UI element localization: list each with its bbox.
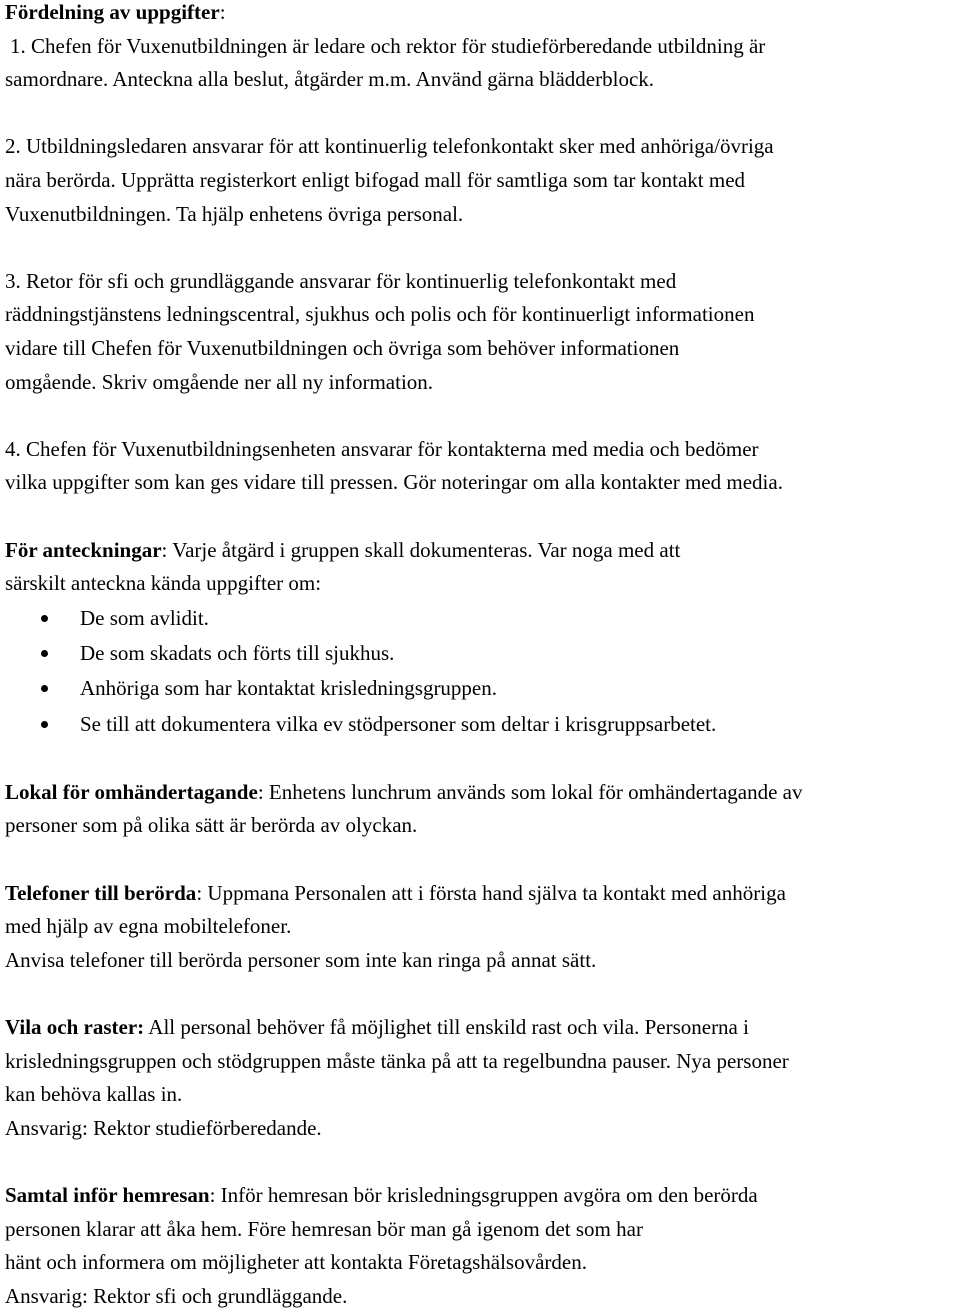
spacer <box>5 97 956 131</box>
spacer <box>5 231 956 265</box>
phones-text-1: : Uppmana Personalen att i första hand själva ta kontakt med anhöriga <box>196 880 786 905</box>
rest-text-1: All personal behöver få möjlighet till enskild rast och vila. Personerna i <box>144 1015 749 1039</box>
bullet-icon <box>41 721 48 728</box>
list-item <box>5 601 956 636</box>
spacer <box>5 1145 956 1179</box>
rest-label: Vila och raster: <box>5 1015 145 1039</box>
rest-line-2: krisledningsgruppen och stödgruppen måste tänka på att ta regelbundna pauser. Nya personer <box>5 1048 789 1073</box>
homeward-line-4: Ansvarig: Rektor sfi och grundläggande. <box>5 1283 348 1308</box>
task-2-line-2: nära berörda. Upprätta registerkort enligt bifogad mall för samtliga som tar kontakt med <box>5 167 746 192</box>
task-distribution-title: Fördelning av uppgifter <box>5 0 220 24</box>
notes-label: För anteckningar <box>5 537 162 562</box>
spacer <box>5 500 956 534</box>
task-1-line-2: samordnare. Anteckna alla beslut, åtgärder m.m. Använd gärna blädderblock. <box>5 67 655 92</box>
bullet-icon <box>41 685 48 692</box>
task-3-line-3: vidare till Chefen för Vuxenutbildningen och övriga som behöver informationen <box>5 335 680 360</box>
spacer <box>5 742 956 776</box>
notes-text-1: : Varje åtgärd i gruppen skall dokumenteras. Var noga med att <box>161 537 681 562</box>
homeward-line-2: personen klarar att åka hem. Före hemresan bör man gå igenom det som har <box>5 1216 643 1241</box>
bullet-icon <box>41 615 48 622</box>
task-distribution-heading <box>5 0 956 30</box>
task-2-line-3: Vuxenutbildningen. Ta hjälp enhetens övriga personal. <box>5 201 464 226</box>
task-distribution-section <box>5 0 956 500</box>
spacer <box>5 399 956 433</box>
bullet-text: De som skadats och förts till sjukhus. <box>80 641 395 666</box>
task-2-line-1: 2. Utbildningsledaren ansvarar för att kontinuerlig telefonkontakt sker med anhöriga/övriga <box>5 134 774 159</box>
phones-label: Telefoner till berörda <box>5 880 197 905</box>
notes-line-1 <box>5 534 956 568</box>
rest-line-4: Ansvarig: Rektor studieförberedande. <box>5 1115 322 1140</box>
venue-section <box>5 776 956 843</box>
list-item <box>5 671 956 706</box>
phones-section <box>5 877 956 978</box>
spacer <box>5 977 956 1011</box>
task-3-line-2: räddningstjänstens ledningscentral, sjukhus och polis och för kontinuerligt informationen <box>5 302 755 327</box>
task-4-line-2: vilka uppgifter som kan ges vidare till pressen. Gör noteringar om alla kontakter med media. <box>5 470 783 495</box>
venue-label: Lokal för omhändertagande <box>5 779 258 804</box>
phones-line-3: Anvisa telefoner till berörda personer som inte kan ringa på annat sätt. <box>5 947 597 972</box>
venue-line-2: personer som på olika sätt är berörda av olyckan. <box>5 813 418 838</box>
notes-section <box>5 534 956 743</box>
task-4-line-1: 4. Chefen för Vuxenutbildningsenheten ansvarar för kontakterna med media och bedömer <box>5 436 759 461</box>
bullet-text: De som avlidit. <box>80 605 209 630</box>
task-distribution-colon: : <box>219 0 226 24</box>
bullet-text: Anhöriga som har kontaktat krisledningsgruppen. <box>80 676 498 701</box>
notes-line-2: särskilt anteckna kända uppgifter om: <box>5 571 322 596</box>
spacer <box>5 843 956 877</box>
homeward-line-3: hänt och informera om möjligheter att kontakta Företagshälsovården. <box>5 1250 587 1275</box>
bullet-icon <box>41 650 48 657</box>
venue-text-1: : Enhetens lunchrum används som lokal för omhändertagande av <box>257 779 803 804</box>
notes-bullet-list <box>5 601 956 743</box>
task-3-line-4: omgående. Skriv omgående ner all ny information. <box>5 369 434 394</box>
task-1-line-1: 1. Chefen för Vuxenutbildningen är ledare och rektor för studieförberedande utbildning är <box>10 33 766 58</box>
rest-line-1 <box>5 1011 956 1045</box>
task-3-line-1: 3. Retor för sfi och grundläggande ansvarar för kontinuerlig telefonkontakt med <box>5 268 677 293</box>
list-item <box>5 636 956 671</box>
venue-line-1 <box>5 776 956 810</box>
rest-line-3: kan behöva kallas in. <box>5 1082 183 1107</box>
phones-line-2: med hjälp av egna mobiltelefoner. <box>5 914 292 939</box>
homeward-label: Samtal inför hemresan <box>5 1182 210 1207</box>
homeward-section <box>5 1179 956 1313</box>
rest-section <box>5 1011 956 1145</box>
list-item <box>5 707 956 742</box>
homeward-text-1: : Inför hemresan bör krisledningsgruppen avgöra om den berörda <box>209 1182 758 1207</box>
phones-line-1 <box>5 877 956 911</box>
bullet-text: Se till att dokumentera vilka ev stödpersoner som deltar i krisgruppsarbetet. <box>80 711 717 736</box>
homeward-line-1 <box>5 1179 956 1213</box>
